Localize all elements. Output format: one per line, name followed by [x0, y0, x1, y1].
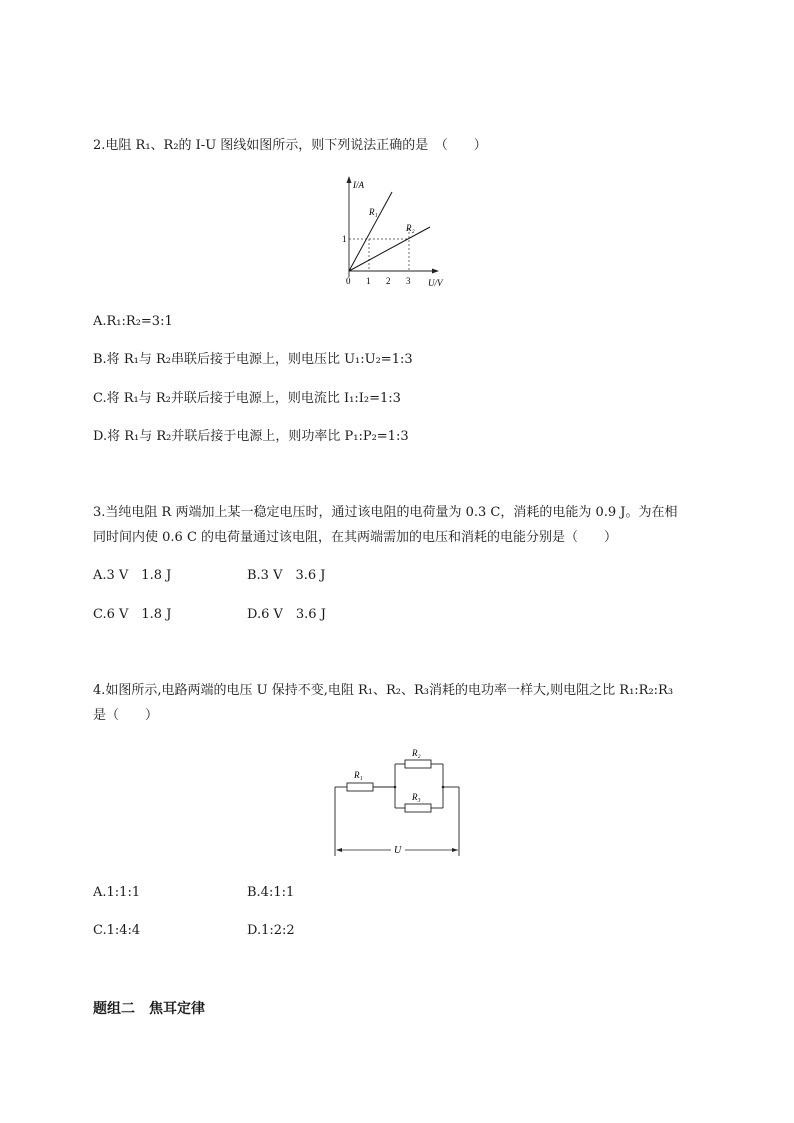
q4-option-a: A.1:1:1	[93, 885, 141, 900]
q3-option-d: D.6 V 3.6 J	[247, 607, 326, 622]
y-axis-label: I/A	[353, 180, 364, 190]
q3-stem-line2: 同时间内使 0.6 C 的电荷量通过该电阻，在其两端需加的电压和消耗的电能分别是（ ）	[93, 530, 618, 545]
q4-stem-line2: 是（ ）	[93, 708, 159, 723]
x-tick-2: 2	[386, 276, 391, 286]
resistor-r2	[405, 760, 431, 768]
u-label: U	[394, 845, 402, 856]
line-label-r1: R₁	[369, 207, 378, 217]
q3-option-a: A.3 V 1.8 J	[93, 568, 172, 583]
x-axis-arrow	[432, 269, 439, 274]
y-tick-1: 1	[342, 234, 347, 244]
q3-stem-line1: 3.当纯电阻 R 两端加上某一稳定电压时，通过该电阻的电荷量为 0.3 C，消耗的电能为 0.9 J。为在相	[93, 505, 678, 520]
q3-option-c: C.6 V 1.8 J	[93, 607, 172, 622]
q2-option-b: B.将 R₁与 R₂串联后接于电源上，则电压比 U₁:U₂=1:3	[93, 352, 413, 367]
q2-option-d: D.将 R₁与 R₂并联后接于电源上，则功率比 P₁:P₂=1:3	[93, 429, 409, 444]
resistor-r1	[347, 783, 373, 791]
r2-label: R₂	[412, 748, 421, 758]
circuit-diagram	[325, 740, 470, 862]
q4-option-b: B.4:1:1	[247, 885, 295, 900]
q4-option-d: D.1:2:2	[247, 923, 295, 938]
q3-option-b: B.3 V 3.6 J	[247, 568, 326, 583]
q2-option-c: C.将 R₁与 R₂并联后接于电源上，则电流比 I₁:I₂=1:3	[93, 391, 401, 406]
x-tick-3: 3	[406, 276, 411, 286]
x-axis-label: U/V	[428, 278, 443, 288]
x-tick-1: 1	[366, 276, 371, 286]
section-heading: 题组二 焦耳定律	[93, 1001, 205, 1017]
y-axis-arrow	[347, 176, 352, 183]
r3-label: R₃	[412, 792, 421, 802]
resistor-r3	[405, 804, 431, 812]
r1-label: R₁	[354, 770, 363, 780]
origin-label: 0	[346, 276, 351, 286]
q2-option-a: A.R₁:R₂=3:1	[93, 314, 173, 329]
q4-stem-line1: 4.如图所示,电路两端的电压 U 保持不变,电阻 R₁、R₂、R₃消耗的电功率一样大,则电阻之比 R₁:R₂:R₃	[93, 683, 674, 698]
q2-stem: 2.电阻 R₁、R₂的 I-U 图线如图所示，则下列说法正确的是 （ ）	[93, 138, 487, 153]
line-label-r2: R₂	[406, 223, 415, 233]
q4-option-c: C.1:4:4	[93, 923, 141, 938]
iu-graph	[330, 172, 460, 292]
